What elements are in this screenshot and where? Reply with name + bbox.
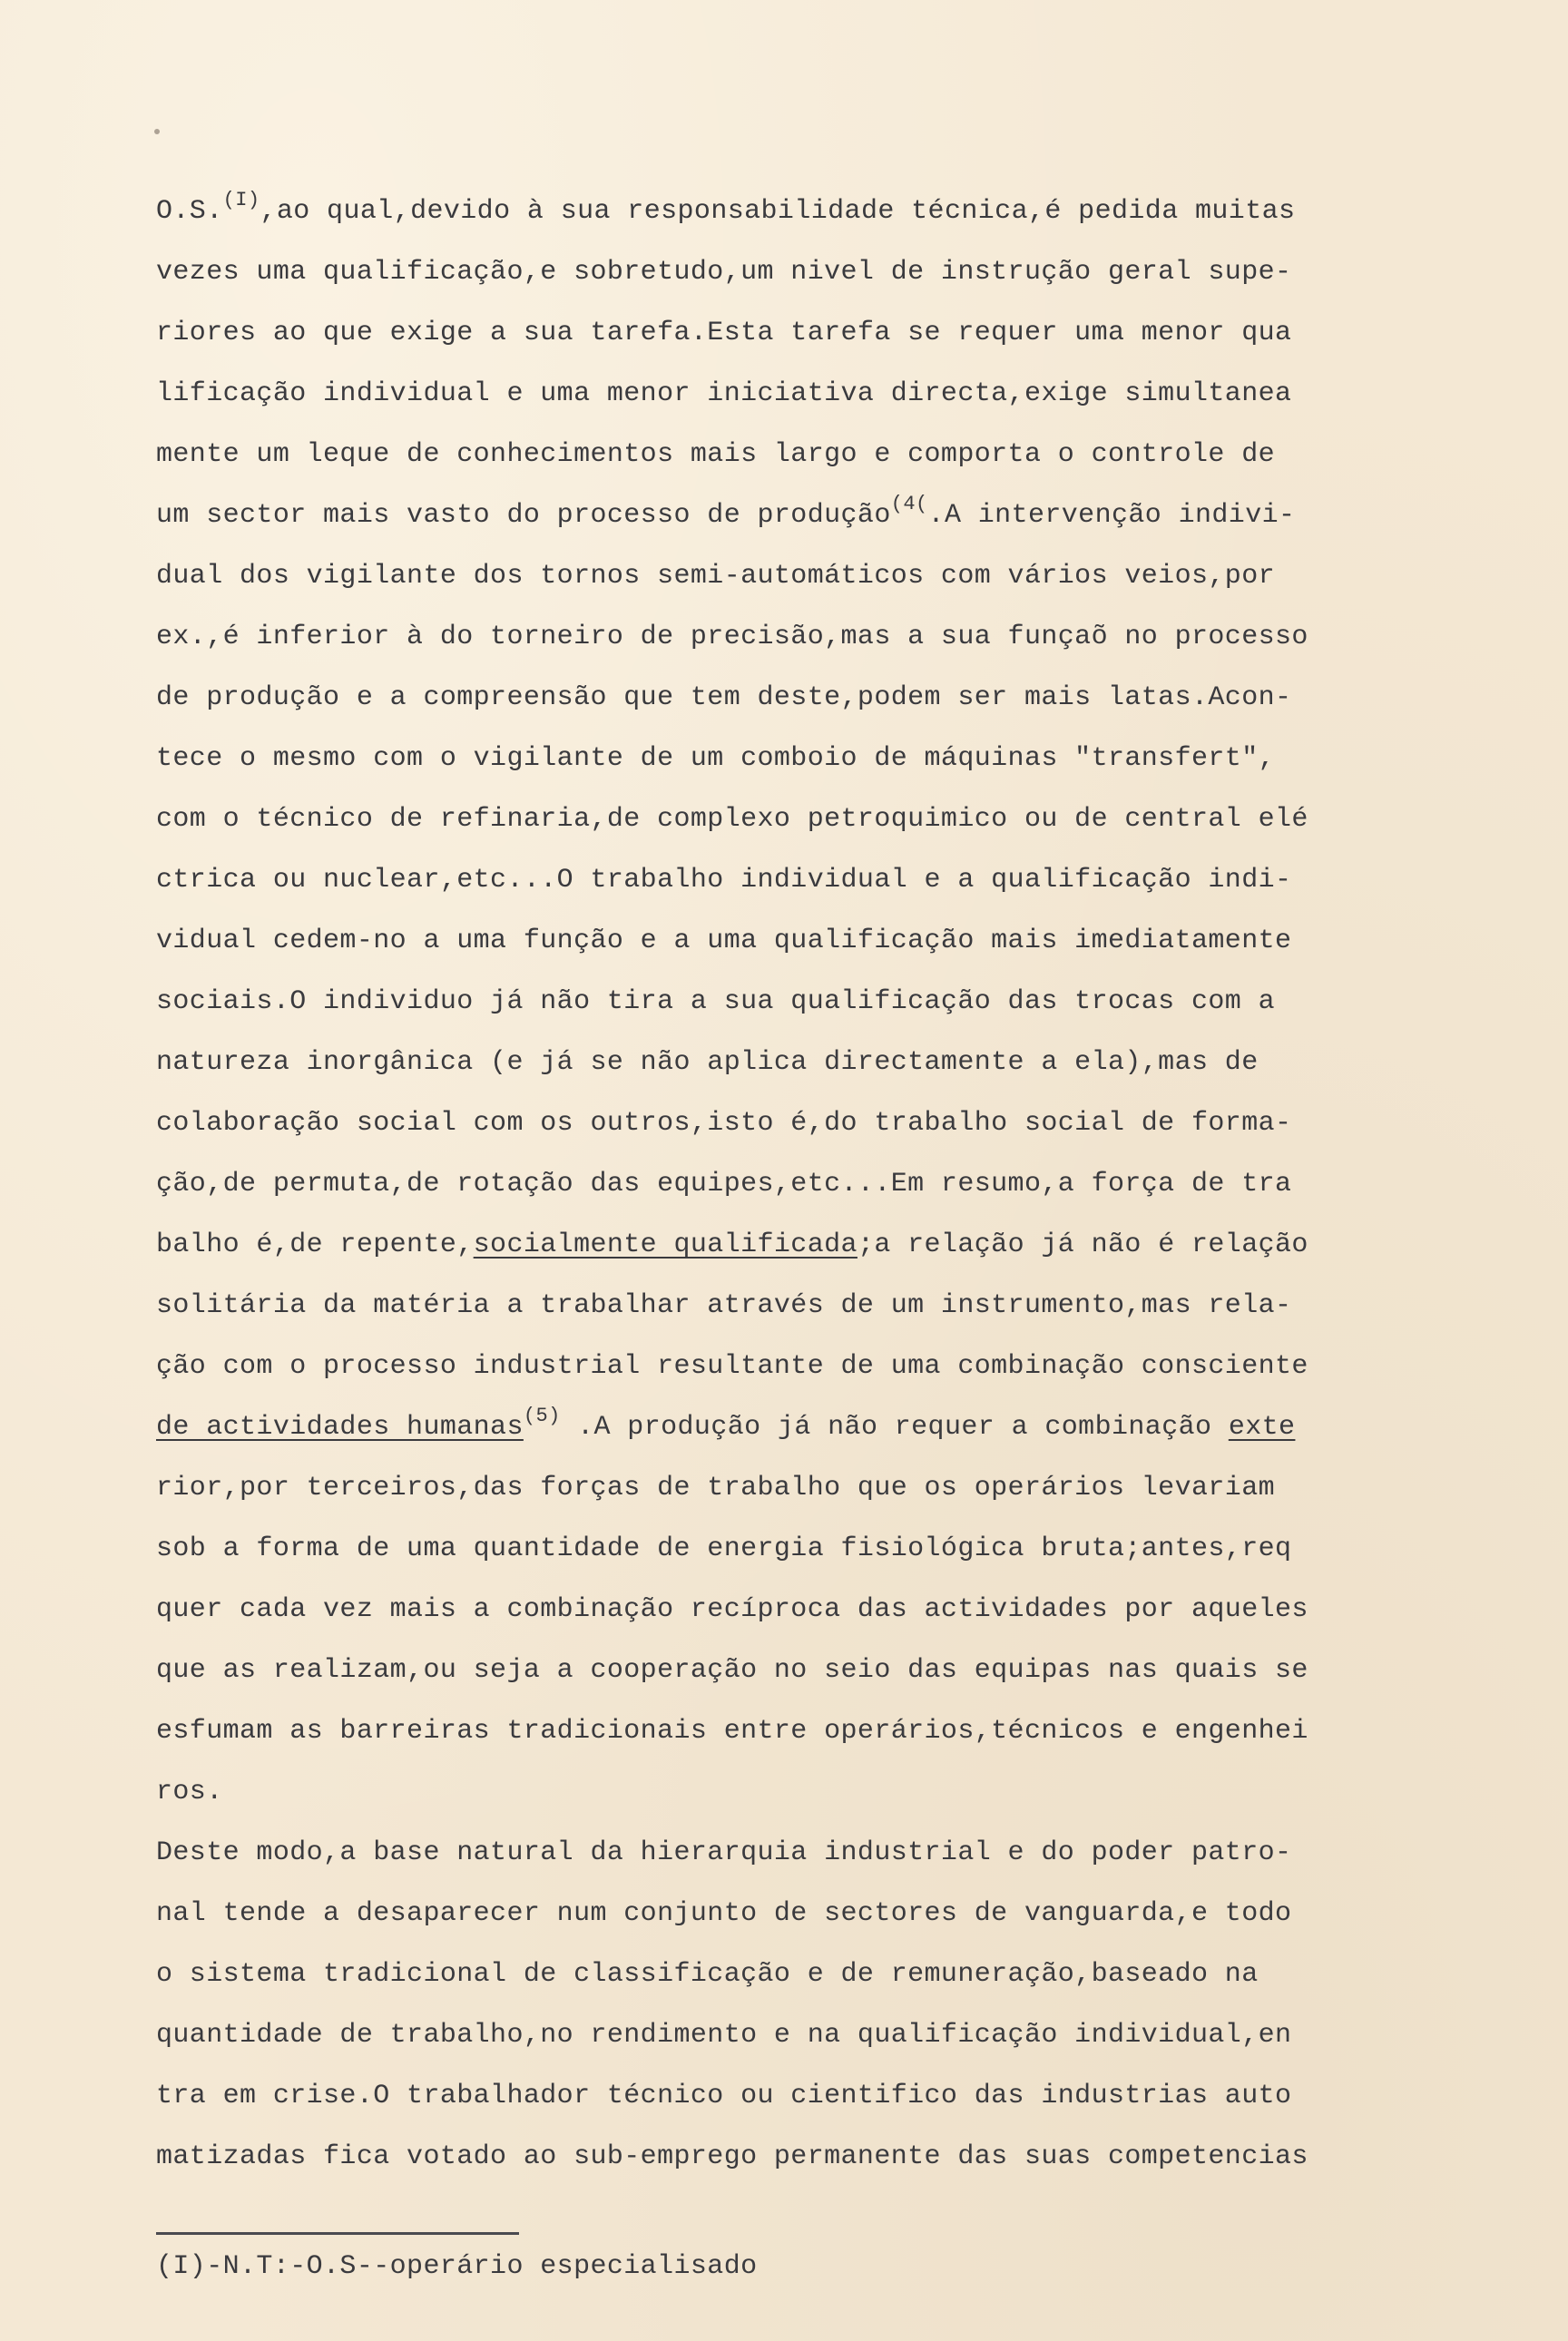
text-line: solitária da matéria a trabalhar através de um instrumento,mas rela- [156, 1290, 1292, 1321]
text-line: dual dos vigilante dos tornos semi-automáticos com vários veios,por [156, 561, 1275, 592]
text-line: balho é,de repente,socialmente qualificada;a relação já não é relação [156, 1229, 1308, 1260]
underlined-phrase: exte [1228, 1412, 1296, 1443]
text-line: de actividades humanas$^{(5)}$ .A produção já não requer a combinação exte [156, 1405, 1296, 1443]
text-line: matizadas fica votado ao sub-emprego permanente das suas competencias [156, 2141, 1308, 2172]
text-line: riores ao que exige a sua tarefa.Esta tarefa se requer uma menor qua [156, 318, 1292, 348]
footnote-divider [156, 2232, 519, 2235]
text-line: O.S.$^{(I)}$,ao qual,devido à sua responsabilidade técnica,é pedida muitas [156, 189, 1296, 227]
text-line: um sector mais vasto do processo de produção$^{(4(}$.A intervenção indivi- [156, 493, 1296, 531]
text-line: tece o mesmo com o vigilante de um comboio de máquinas "transfert", [156, 743, 1275, 774]
text-line: quer cada vez mais a combinação recíproca das actividades por aqueles [156, 1594, 1308, 1625]
text-line: ção com o processo industrial resultante de uma combinação consciente [156, 1351, 1308, 1382]
text-line: colaboração social com os outros,isto é,do trabalho social de forma- [156, 1108, 1292, 1139]
paper-speck [154, 129, 160, 134]
text-line: com o técnico de refinaria,de complexo petroquimico ou de central elé [156, 804, 1308, 835]
text-line: quantidade de trabalho,no rendimento e na qualificação individual,en [156, 2020, 1292, 2051]
footnote: (I)-N.T:-O.S--operário especialisado [156, 2251, 758, 2282]
text-line: sob a forma de uma quantidade de energia fisiológica bruta;antes,req [156, 1533, 1292, 1564]
text-line: o sistema tradicional de classificação e de remuneração,baseado na [156, 1959, 1259, 1990]
text-line: mente um leque de conhecimentos mais largo e comporta o controle de [156, 439, 1275, 470]
body-text [156, 181, 1426, 2188]
text-line: tra em crise.O trabalhador técnico ou cientifico das industrias auto [156, 2081, 1292, 2111]
text-line: rior,por terceiros,das forças de trabalho que os operários levariam [156, 1473, 1275, 1504]
text-line: nal tende a desaparecer num conjunto de sectores de vanguarda,e todo [156, 1898, 1292, 1929]
underlined-phrase: de actividades humanas [156, 1412, 524, 1443]
text-line: sociais.O individuo já não tira a sua qualificação das trocas com a [156, 986, 1275, 1017]
text-line: natureza inorgânica (e já se não aplica directamente a ela),mas de [156, 1047, 1259, 1078]
text-line: de produção e a compreensão que tem deste,podem ser mais latas.Acon- [156, 682, 1292, 713]
text-line: ctrica ou nuclear,etc...O trabalho individual e a qualificação indi- [156, 865, 1292, 896]
text-line: ção,de permuta,de rotação das equipes,etc...Em resumo,a força de tra [156, 1169, 1292, 1200]
text-line: esfumam as barreiras tradicionais entre operários,técnicos e engenhei [156, 1716, 1308, 1747]
text-line: lificação individual e uma menor iniciativa directa,exige simultanea [156, 378, 1292, 409]
text-line: vidual cedem-no a uma função e a uma qualificação mais imediatamente [156, 926, 1292, 956]
text-line: vezes uma qualificação,e sobretudo,um nivel de instrução geral supe- [156, 257, 1292, 288]
text-line: ros. [156, 1777, 223, 1807]
underlined-phrase: socialmente qualificada [473, 1229, 858, 1260]
text-line: Deste modo,a base natural da hierarquia industrial e do poder patro- [156, 1837, 1292, 1868]
text-line: que as realizam,ou seja a cooperação no seio das equipas nas quais se [156, 1655, 1308, 1686]
text-line: ex.,é inferior à do torneiro de precisão,mas a sua funçaõ no processo [156, 622, 1308, 652]
